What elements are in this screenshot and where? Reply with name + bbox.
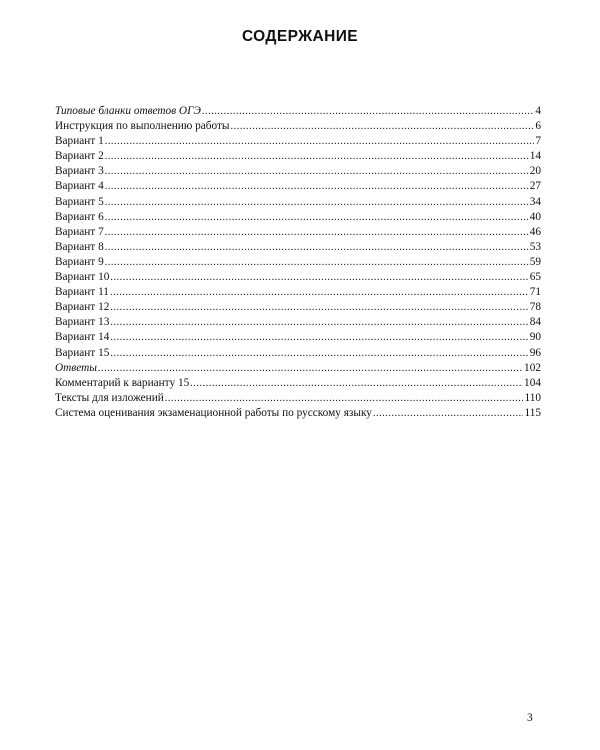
toc-entry [55,149,541,164]
toc-dot-leader [105,210,529,225]
toc-entry-page: 104 [524,376,541,389]
toc-entry-page: 78 [529,301,541,314]
toc-entry [55,210,541,225]
toc-dot-leader [98,361,523,376]
toc-entry-page: 115 [524,406,541,419]
toc-entry-label: Вариант 10 [55,271,110,284]
toc-entry-page: 84 [529,316,541,329]
toc-entry [55,376,541,391]
toc-dot-leader [110,300,528,315]
toc-entry-page: 110 [524,391,541,404]
toc-entry [55,300,541,315]
toc-entry-label: Тексты для изложений [55,391,164,404]
toc-entry [55,104,541,119]
toc-entry-page: 96 [529,346,541,359]
toc-dot-leader [110,270,528,285]
toc-entry-label: Вариант 12 [55,301,110,314]
toc-entry-page: 20 [529,165,541,178]
toc-entry-label: Система оценивания экзаменационной работы по русскому языку [55,406,372,419]
toc-dot-leader [165,391,524,406]
toc-entry-page: 40 [529,210,541,223]
toc-dot-leader [373,406,524,421]
toc-dot-leader [105,149,529,164]
toc-entry-page: 59 [529,255,541,268]
toc-dot-leader [110,285,529,300]
toc-entry-page: 34 [529,195,541,208]
toc-dot-leader [105,164,529,179]
toc-entry [55,240,541,255]
toc-entry-label: Вариант 3 [55,165,104,178]
toc-dot-leader [110,346,528,361]
toc-entry-label: Вариант 7 [55,225,104,238]
toc-entry [55,315,541,330]
toc-dot-leader [105,134,535,149]
toc-entry-label: Вариант 8 [55,240,104,253]
page-number: 3 [527,712,533,724]
toc-entry-label: Комментарий к варианту 15 [55,376,190,389]
toc-entry-page: 90 [529,331,541,344]
toc-dot-leader [202,104,534,119]
toc-entry-page: 14 [529,150,541,163]
toc-entry-page: 102 [524,361,541,374]
toc-entry [55,330,541,345]
table-of-contents [55,104,541,421]
toc-entry-page: 6 [535,120,541,133]
toc-entry [55,285,541,300]
toc-dot-leader [110,315,528,330]
toc-entry [55,255,541,270]
toc-entry-label: Вариант 14 [55,331,110,344]
toc-dot-leader [105,255,529,270]
toc-entry-page: 27 [529,180,541,193]
toc-entry-page: 65 [529,271,541,284]
toc-entry-label: Вариант 15 [55,346,110,359]
toc-dot-leader [105,179,529,194]
toc-entry-page: 4 [535,105,541,117]
toc-entry-page: 71 [529,286,541,299]
toc-entry [55,361,541,376]
toc-dot-leader [105,240,529,255]
toc-entry-page: 53 [529,240,541,253]
toc-entry [55,134,541,149]
toc-entry-label: Вариант 13 [55,316,110,329]
toc-entry-label: Вариант 9 [55,255,104,268]
toc-dot-leader [105,225,529,240]
toc-entry-label: Вариант 11 [55,286,109,299]
toc-dot-leader [190,376,523,391]
page-title: СОДЕРЖАНИЕ [241,28,359,45]
toc-dot-leader [110,330,528,345]
toc-entry-label: Вариант 4 [55,180,104,193]
toc-dot-leader [105,195,529,210]
toc-entry [55,391,541,406]
toc-entry-label: Вариант 6 [55,210,104,223]
toc-entry-label: Вариант 2 [55,150,104,163]
toc-entry [55,179,541,194]
toc-entry [55,346,541,361]
toc-dot-leader [231,119,535,134]
toc-entry-page: 7 [535,135,541,148]
toc-entry [55,406,541,421]
toc-entry [55,225,541,240]
toc-entry-label: Вариант 5 [55,195,104,208]
toc-entry-label: Ответы [55,361,97,374]
toc-entry [55,164,541,179]
toc-entry [55,195,541,210]
toc-entry [55,119,541,134]
toc-entry-page: 46 [529,225,541,238]
toc-entry [55,270,541,285]
toc-entry-label: Инструкция по выполнению работы [55,120,230,133]
toc-entry-label: Типовые бланки ответов ОГЭ [55,105,201,117]
toc-entry-label: Вариант 1 [55,135,104,148]
